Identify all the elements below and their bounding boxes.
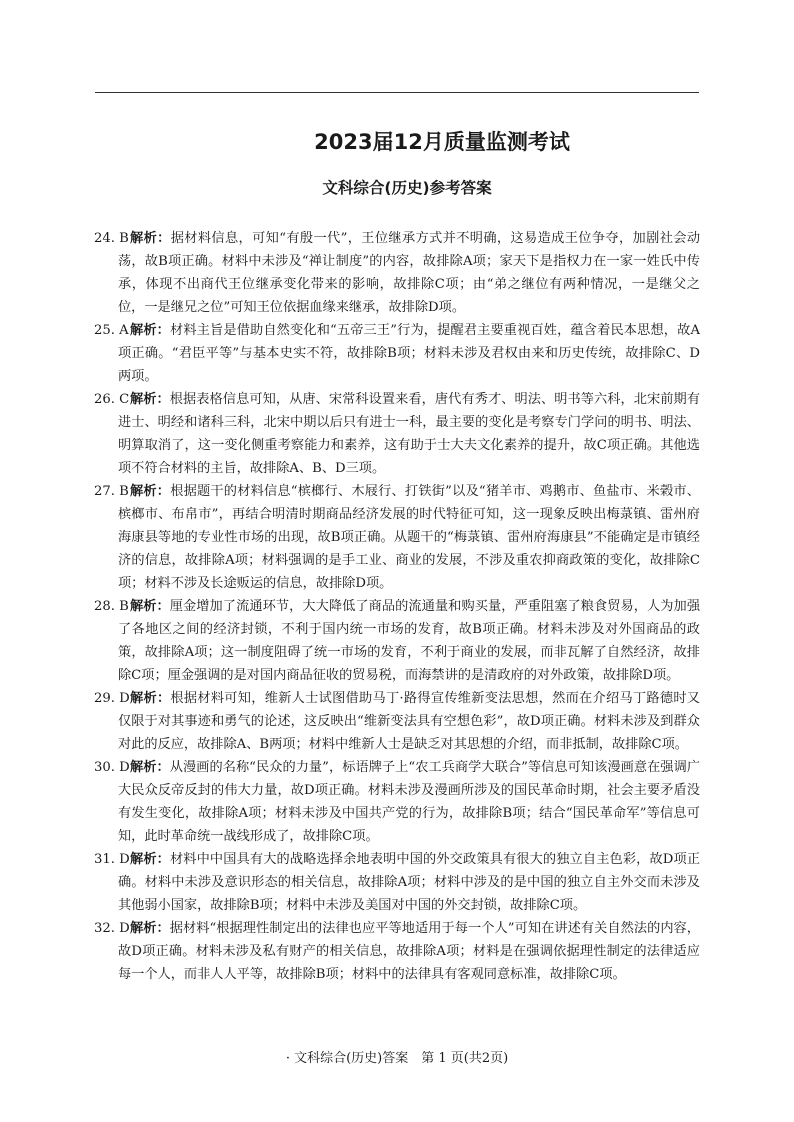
answer-item-32 <box>94 917 700 986</box>
answer-item-27 <box>94 480 700 595</box>
answer-number: 26. C <box>94 392 130 407</box>
page-footer: · 文科综合(历史)答案 第 1 页(共2页) <box>285 1051 509 1066</box>
header-rule <box>95 92 699 93</box>
analysis-label: 解析： <box>130 392 170 407</box>
answer-item-29 <box>94 687 700 756</box>
answer-number: 31. D <box>94 852 130 867</box>
answer-list <box>94 227 700 986</box>
analysis-label: 解析： <box>130 231 171 246</box>
analysis-label: 解析： <box>130 599 170 614</box>
analysis-text: 从漫画的名称“民众的力量”，标语牌子上“农工兵商学大联合”等信息可知该漫画意在强调广大民众反帝反封的伟大力量，故D项正确。材料未涉及漫画所涉及的国民革命时期，社会主要矛盾没有发生变化，故排除A项；材料未涉及中国共产党的行为，故排除B项；结合“国民革命军”等信息可知，此时革命统一战线形成了，故排除C项。 <box>118 760 701 844</box>
answer-number: 32. D <box>94 921 130 936</box>
answer-item-26 <box>94 388 700 480</box>
analysis-label: 解析： <box>130 484 171 499</box>
analysis-text: 根据材料可知，维新人士试图借助马丁·路得宣传维新变法思想，然而在介绍马丁路德时又仅限于对其事迹和勇气的论述，这反映出“维新变法具有空想色彩”，故D项正确。材料未涉及到群众对此的反应，故排除A、B两项；材料中维新人士是缺乏对其思想的介绍，而非抵制，故排除C项。 <box>118 691 700 752</box>
answer-number: 27. B <box>94 484 129 499</box>
analysis-label: 解析： <box>130 760 170 775</box>
answer-number: 29. D <box>94 691 130 706</box>
page-title: 2023届12月质量监测考试 <box>314 130 570 154</box>
analysis-label: 解析： <box>130 323 171 338</box>
answer-number: 28. B <box>94 599 129 614</box>
answer-item-30 <box>94 756 700 848</box>
analysis-label: 解析： <box>130 852 170 867</box>
answer-number: 30. D <box>94 760 130 775</box>
answer-item-25 <box>94 319 700 388</box>
analysis-text: 材料主旨是借助自然变化和“五帝三王”行为，提醒君主要重视百姓，蕴含着民本思想，故A项正确。“君臣平等”与基本史实不符，故排除B项；材料未涉及君权由来和历史传统，故排除C、D两项。 <box>118 323 701 384</box>
answer-number: 25. A <box>94 323 129 338</box>
analysis-text: 据材料“根据理性制定出的法律也应平等地适用于每一个人”可知在讲述有关自然法的内容，故D项正确。材料未涉及私有财产的相关信息，故排除A项；材料是在强调依据理性制定的法律适应每一个人，而非人人平等，故排除B项；材料中的法律具有客观同意标准，故排除C项。 <box>118 921 700 982</box>
answer-number: 24. B <box>94 231 129 246</box>
analysis-text: 材料中中国具有大的战略选择余地表明中国的外交政策具有很大的独立自主色彩，故D项正确。材料中未涉及意识形态的相关信息，故排除A项；材料中涉及的是中国的独立自主外交而未涉及其他弱小国家，故排除B项；材料中未涉及美国对中国的外交封锁，故排除C项。 <box>118 852 701 913</box>
page-subtitle: 文科综合(历史)参考答案 <box>322 179 492 197</box>
analysis-label: 解析： <box>130 921 170 936</box>
analysis-text: 据材料信息，可知“有殷一代”，王位继承方式并不明确，这易造成王位争夺，加剧社会动荡，故B项正确。材料中未涉及“禅让制度”的内容，故排除A项；家天下是指权力在一家一姓氏中传承，体现不出商代王位继承变化带来的影响，故排除C项；由“弟之继位有两种情况，一是继父之位，一是继兄之位”可知王位依据血缘来继承，故排除D项。 <box>118 231 701 315</box>
analysis-text: 厘金增加了流通环节，大大降低了商品的流通量和购买量，严重阻塞了粮食贸易，人为加强了各地区之间的经济封锁，不利于国内统一市场的发育，故B项正确。材料未涉及对外国商品的政策，故排除A项；这一制度阻碍了统一市场的发育，不利于商业的发展，而非瓦解了自然经济，故排除C项；厘金强调的是对国内商品征收的贸易税，而海禁讲的是清政府的对外政策，故排除D项。 <box>118 599 701 683</box>
analysis-text: 根据表格信息可知，从唐、宋常科设置来看，唐代有秀才、明法、明书等六科，北宋前期有进士、明经和诸科三科，北宋中期以后只有进士一科，最主要的变化是考察专门学问的明书、明法、明算取消了，这一变化侧重考察能力和素养，这有助于士大夫文化素养的提升，故C项正确。其他选项不符合材料的主旨，故排除A、B、D三项。 <box>118 392 701 476</box>
answer-item-24 <box>94 227 700 319</box>
analysis-text: 根据题干的材料信息“槟榔行、木屐行、打铁街”以及“猪羊市、鸡鹅市、鱼盐市、米榖市、槟榔市、布帛市”，再结合明清时期商品经济发展的时代特征可知，这一现象反映出梅菉镇、雷州府海康县等地的专业性市场的出现，故B项正确。从题干的“梅菉镇、雷州府海康县”不能确定是市镇经济的信息，故排除A项；材料强调的是手工业、商业的发展，不涉及重农抑商政策的变化，故排除C项；材料不涉及长途贩运的信息，故排除D项。 <box>118 484 700 591</box>
analysis-label: 解析： <box>130 691 171 706</box>
answer-item-28 <box>94 595 700 687</box>
answer-item-31 <box>94 848 700 917</box>
